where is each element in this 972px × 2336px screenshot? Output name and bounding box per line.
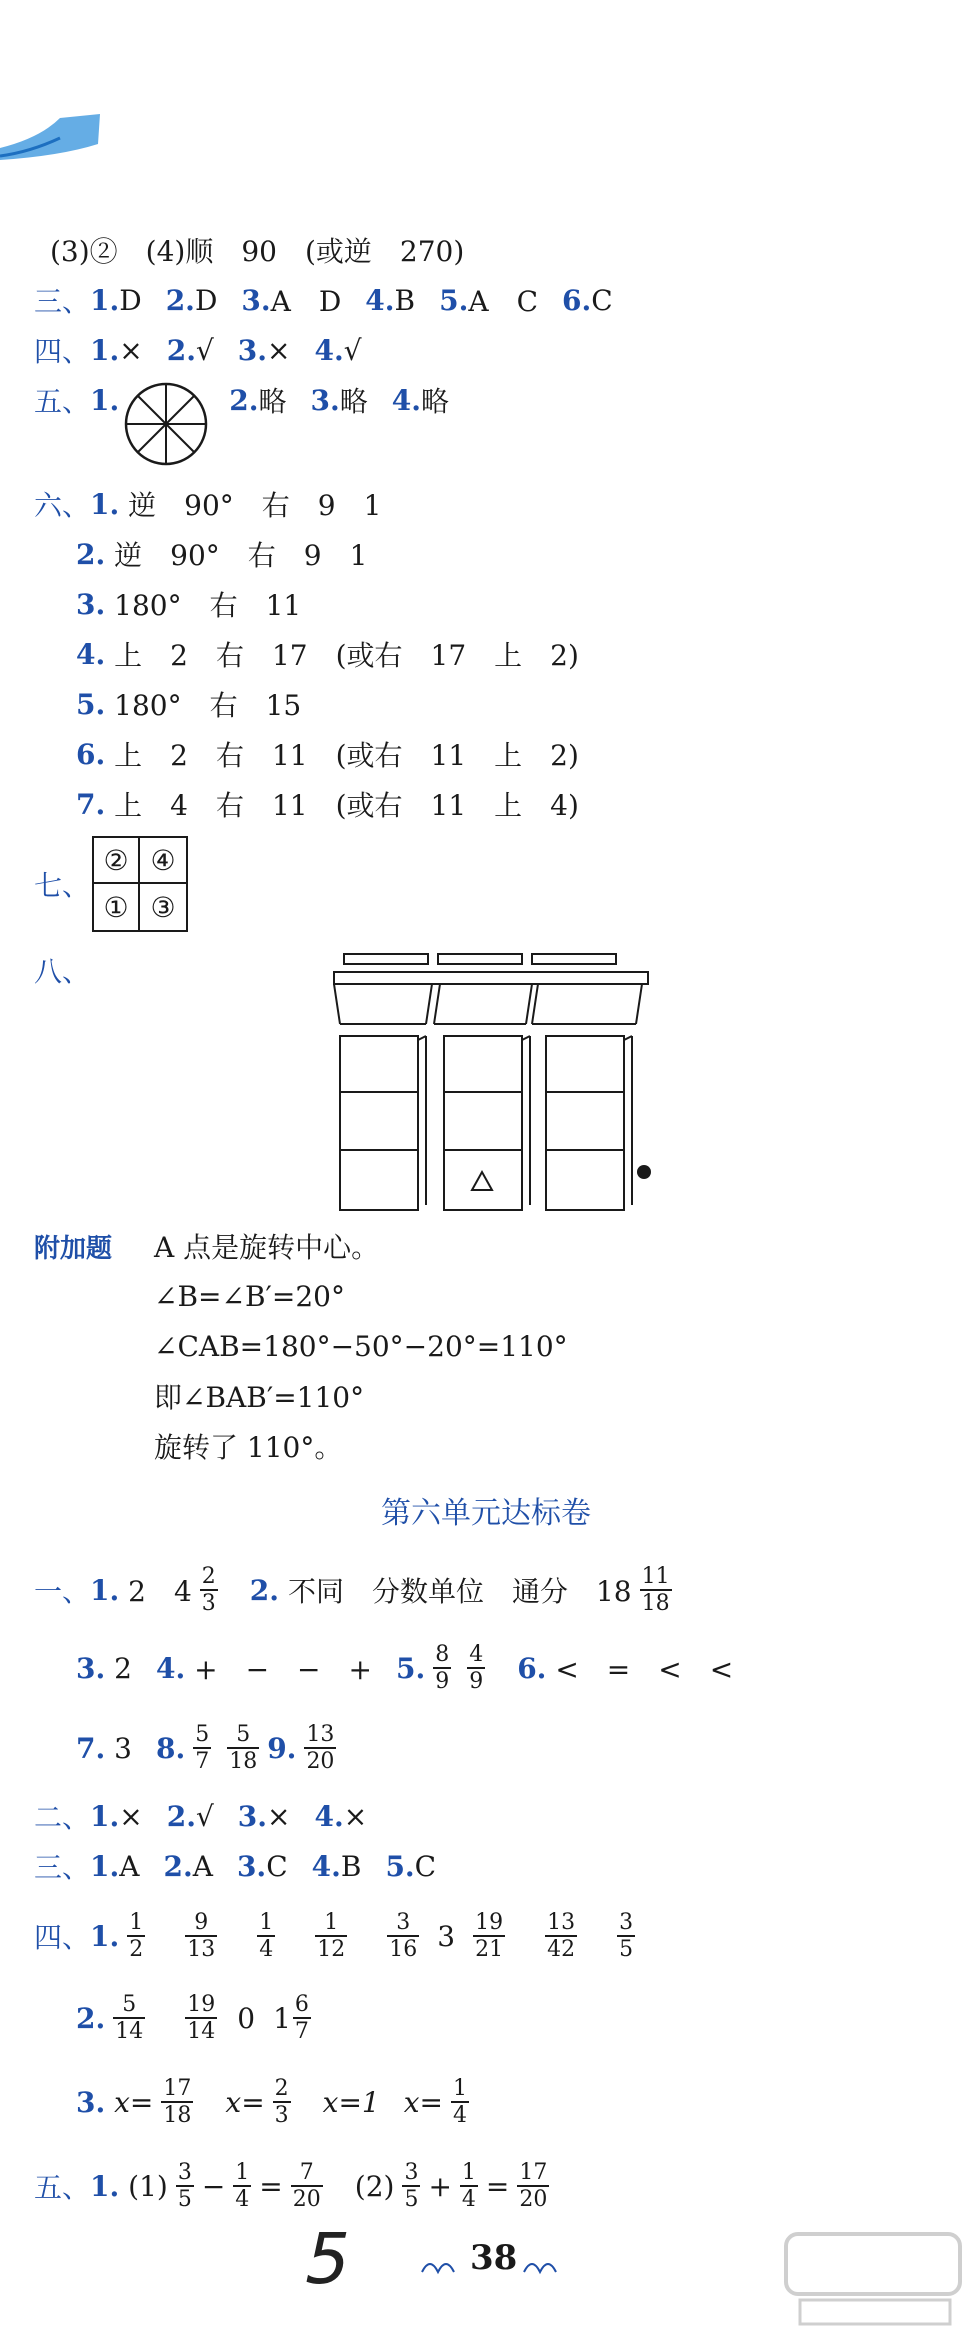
numerator: 2 — [201, 1564, 216, 1589]
q-num: 1. — [90, 1919, 120, 1953]
denominator: 16 — [389, 1937, 418, 1962]
q-answer: 2 4 — [128, 1575, 192, 1608]
q-answer: B — [394, 283, 416, 317]
equation-lhs: x= — [225, 2085, 265, 2119]
grid-cell: ④ — [140, 838, 186, 884]
bonus-step-2 — [154, 1274, 345, 1318]
section-6-item-1 — [34, 482, 381, 526]
unit-q1-line — [34, 1558, 680, 1622]
page-ornament-right-icon — [520, 2252, 560, 2276]
operator: + — [428, 2169, 452, 2203]
numerator: 8 — [435, 1642, 450, 1667]
unit-section-3 — [34, 1844, 436, 1888]
q-num: 4. — [314, 333, 344, 367]
q-answer: + − − + — [194, 1653, 372, 1686]
denominator: 14 — [187, 2019, 216, 2044]
fraction — [257, 1910, 275, 1962]
equation-lhs: x= — [114, 2085, 154, 2119]
q-answer: 逆 90° 右 9 1 — [114, 539, 368, 572]
fraction — [433, 1642, 451, 1694]
fraction — [185, 1910, 217, 1962]
section-6-item-3 — [76, 582, 301, 626]
equals: = — [259, 2169, 283, 2203]
q-num: 4. — [311, 1849, 341, 1883]
q-num: 6. — [562, 283, 592, 317]
q-answer: < = < < — [555, 1653, 734, 1686]
q-num: 1. — [90, 1573, 120, 1607]
numerator: 5 — [195, 1722, 210, 1747]
numerator: 3 — [396, 1910, 411, 1935]
q-num: 1. — [90, 283, 120, 317]
q-num: 7. — [76, 1731, 106, 1765]
fraction — [402, 2160, 420, 2212]
section-label: 二、 — [34, 1801, 91, 1834]
q-num: 1. — [90, 487, 120, 521]
section-6-item-4 — [76, 632, 579, 676]
grid-cell: ③ — [150, 890, 176, 924]
q-answer: A — [119, 1849, 140, 1883]
fraction — [293, 1992, 311, 2044]
bonus-text: A 点是旋转中心。 — [154, 1231, 380, 1264]
whole-number: 0 — [237, 2001, 256, 2035]
section-8-label — [34, 948, 90, 992]
section-4-answers — [34, 328, 362, 372]
numerator: 13 — [306, 1722, 335, 1747]
q-answer: A C — [468, 285, 538, 318]
q-answer: 180° 右 11 — [114, 589, 302, 622]
q-answer: × — [119, 333, 143, 367]
fraction — [185, 1992, 217, 2044]
q-answer: 略 — [339, 385, 368, 418]
denominator: 13 — [187, 1937, 216, 1962]
corner-decoration — [0, 108, 110, 168]
fraction — [193, 1722, 211, 1774]
denominator: 20 — [292, 2187, 321, 2212]
bonus-step-3 — [154, 1324, 568, 1368]
bonus-line-1 — [34, 1224, 112, 1268]
numerator: 19 — [475, 1910, 504, 1935]
numerator: 7 — [299, 2160, 314, 2185]
q-num: 2. — [166, 333, 196, 367]
q-answer: C — [414, 1849, 437, 1883]
bonus-step-1 — [154, 1224, 379, 1268]
fraction — [127, 1910, 145, 1962]
q-num: 2. — [163, 1849, 193, 1883]
unit-title: 第六单元达标卷 — [381, 1496, 591, 1531]
denominator: 18 — [229, 1749, 258, 1774]
q-answer: √ — [195, 333, 214, 367]
q-num: 4. — [155, 1651, 186, 1685]
q-answer: × — [119, 1799, 143, 1833]
denominator: 5 — [177, 2187, 192, 2212]
fraction — [161, 2076, 193, 2128]
unit-q3-line — [76, 1636, 733, 1700]
q-num: 9. — [267, 1731, 297, 1765]
denominator: 2 — [129, 1937, 144, 1962]
q-num: 5. — [439, 283, 469, 317]
section-label: 五、 — [34, 2171, 91, 2204]
section-6-item-2 — [76, 532, 367, 576]
symbol-grid — [92, 836, 188, 932]
section-7-answer — [34, 862, 90, 906]
section-label: 三、 — [34, 285, 91, 318]
numerator: 11 — [641, 1564, 670, 1589]
q-num: 2. — [76, 537, 106, 571]
fraction — [473, 1910, 505, 1962]
q-answer: C — [266, 1849, 288, 1883]
q-answer: 2 — [114, 1651, 132, 1685]
q-num: 3. — [76, 2085, 106, 2119]
numerator: 5 — [122, 1992, 137, 2017]
q-answer: √ — [343, 333, 362, 367]
numerator: 1 — [235, 2160, 250, 2185]
q-num: 1. — [90, 333, 120, 367]
whole-number: 3 — [437, 1919, 456, 1953]
section-6-item-6 — [76, 732, 579, 776]
q-answer: A D — [270, 285, 342, 318]
q-answer: × — [343, 1799, 368, 1833]
q-num: 5. — [385, 1849, 415, 1883]
q-answer: 略 — [258, 385, 287, 418]
bonus-text: 旋转了 110°。 — [154, 1431, 343, 1464]
watermark-logo — [780, 2228, 966, 2332]
fraction — [227, 1722, 259, 1774]
numerator: 1 — [461, 2160, 476, 2185]
denominator: 4 — [259, 1937, 274, 1962]
denominator: 14 — [115, 2019, 144, 2044]
q-num: 1. — [90, 1849, 120, 1883]
section-6-item-5 — [76, 682, 301, 726]
fraction — [233, 2160, 251, 2212]
numerator: 3 — [404, 2160, 419, 2185]
section-label: 七、 — [34, 869, 91, 902]
section-label: 一、 — [34, 1575, 91, 1608]
equals: = — [485, 2169, 510, 2203]
denominator: 5 — [404, 2187, 419, 2212]
denominator: 7 — [195, 1749, 210, 1774]
fraction — [387, 1910, 419, 1962]
denominator: 9 — [435, 1669, 450, 1694]
section-label: 六、 — [34, 489, 91, 522]
denominator: 9 — [469, 1669, 484, 1694]
denominator: 12 — [317, 1937, 346, 1962]
numerator: 13 — [547, 1910, 576, 1935]
numerator: 17 — [163, 2076, 192, 2101]
q-num: 5. — [76, 687, 106, 721]
numerator: 2 — [274, 2076, 289, 2101]
q-num: 8. — [155, 1731, 186, 1765]
q-answer: 上 2 右 17 (或右 17 上 2) — [114, 639, 579, 672]
q-num: 2. — [249, 1573, 280, 1607]
unit-section-4-q1 — [34, 1904, 643, 1968]
numerator: 1 — [129, 1910, 144, 1935]
q-num: 2. — [165, 283, 195, 317]
section-label: 三、 — [34, 1851, 91, 1884]
equation-lhs: x=1 — [322, 2085, 380, 2119]
q-answer: √ — [195, 1799, 214, 1833]
denominator: 18 — [641, 1591, 670, 1616]
unit-section-2 — [34, 1794, 367, 1838]
fraction — [113, 1992, 145, 2044]
grid-cell: ① — [94, 884, 140, 930]
fraction — [315, 1910, 347, 1962]
q-num: 3. — [237, 1799, 268, 1833]
bonus-step-4 — [154, 1374, 364, 1418]
answer-line-3-4 — [50, 228, 464, 272]
section-label: 四、 — [34, 1921, 91, 1954]
q-answer: 上 2 右 11 (或右 11 上 2) — [114, 739, 579, 772]
page-number: 38 — [470, 2238, 518, 2278]
q-num: 6. — [76, 737, 106, 771]
unit-q7-line — [76, 1716, 344, 1780]
fraction — [304, 1722, 336, 1774]
sub-label: (2) — [354, 2169, 395, 2203]
q-answer: A — [192, 1849, 213, 1883]
q-num: 4. — [76, 637, 106, 671]
fraction — [200, 1564, 218, 1616]
lockers-figure — [326, 950, 656, 1212]
denominator: 3 — [201, 1591, 216, 1616]
fraction — [291, 2160, 323, 2212]
bonus-text: 即∠BAB′=110° — [154, 1381, 365, 1414]
section-5-answers — [34, 378, 449, 422]
q-num: 1. — [90, 383, 120, 417]
q-answer: 不同 分数单位 通分 18 — [287, 1575, 632, 1608]
q-num: 4. — [314, 1799, 344, 1833]
q-answer: 180° 右 15 — [114, 689, 302, 722]
numerator: 17 — [519, 2160, 548, 2185]
unit-section-5-q1 — [34, 2154, 557, 2218]
denominator: 5 — [619, 1937, 634, 1962]
numerator: 1 — [453, 2076, 468, 2101]
q-num: 5. — [395, 1651, 426, 1685]
numerator: 19 — [187, 1992, 216, 2017]
numerator: 6 — [294, 1992, 309, 2017]
bonus-step-5 — [154, 1424, 342, 1468]
q-num: 6. — [517, 1651, 547, 1685]
denominator: 7 — [294, 2019, 309, 2044]
denominator: 21 — [475, 1937, 504, 1962]
sub-label: (1) — [128, 2169, 168, 2203]
denominator: 4 — [453, 2103, 468, 2128]
numerator: 9 — [194, 1910, 209, 1935]
q-num: 1. — [90, 2169, 120, 2203]
fraction — [176, 2160, 194, 2212]
denominator: 4 — [461, 2187, 476, 2212]
q-num: 3. — [76, 1651, 106, 1685]
numerator: 4 — [469, 1642, 484, 1667]
numerator: 1 — [324, 1910, 339, 1935]
fraction — [640, 1564, 672, 1616]
q-answer: C — [591, 283, 613, 317]
bonus-text: ∠CAB=180°−50°−20°=110° — [154, 1329, 568, 1363]
fraction — [517, 2160, 549, 2212]
q-num: 4. — [391, 383, 421, 417]
q-num: 4. — [365, 283, 395, 317]
operator: − — [201, 2169, 226, 2203]
fraction — [545, 1910, 577, 1962]
q-num: 2. — [166, 1799, 196, 1833]
q-num: 1. — [90, 1799, 120, 1833]
q-num: 3. — [237, 333, 268, 367]
numerator: 5 — [236, 1722, 251, 1747]
fraction — [460, 2160, 478, 2212]
numerator: 1 — [259, 1910, 274, 1935]
grid-cell: ② — [94, 838, 140, 884]
page-ornament-left-icon — [418, 2252, 458, 2276]
denominator: 18 — [163, 2103, 192, 2128]
q-answer: 上 4 右 11 (或右 11 上 4) — [114, 789, 579, 822]
q-num: 3. — [76, 587, 106, 621]
fraction — [273, 2076, 291, 2128]
q-answer: 3 — [114, 1731, 132, 1765]
unit-section-4-q2 — [76, 1986, 319, 2050]
denominator: 3 — [274, 2103, 289, 2128]
q-answer: × — [267, 1799, 291, 1833]
denominator: 42 — [547, 1937, 576, 1962]
handwritten-mark: 5 — [297, 2218, 360, 2300]
fraction — [467, 1642, 485, 1694]
section-label: 八、 — [34, 955, 91, 988]
answer-text: (3)② (4)顺 90 (或逆 270) — [50, 235, 465, 268]
fraction — [451, 2076, 469, 2128]
q-num: 3. — [236, 1849, 267, 1883]
mixed-whole: 1 — [273, 2001, 291, 2035]
q-num: 3. — [310, 383, 340, 417]
q-answer: × — [267, 333, 291, 367]
wheel-figure — [123, 381, 209, 467]
bonus-label: 附加题 — [34, 1233, 113, 1264]
denominator: 20 — [306, 1749, 335, 1774]
q-answer: D — [194, 283, 218, 317]
section-3-answers — [34, 278, 613, 322]
section-6-item-7 — [76, 782, 579, 826]
q-num: 2. — [76, 2001, 106, 2035]
q-answer: D — [119, 283, 142, 317]
section-label: 四、 — [34, 335, 91, 368]
numerator: 3 — [177, 2160, 192, 2185]
q-num: 3. — [241, 283, 271, 317]
fraction — [617, 1910, 635, 1962]
bonus-text: ∠B=∠B′=20° — [154, 1279, 345, 1313]
unit-section-4-q3 — [76, 2070, 477, 2134]
numerator: 3 — [619, 1910, 634, 1935]
q-answer: B — [340, 1849, 362, 1883]
q-num: 7. — [76, 787, 106, 821]
equation-lhs: x= — [403, 2085, 444, 2119]
denominator: 4 — [235, 2187, 250, 2212]
q-num: 2. — [229, 383, 259, 417]
q-answer: 逆 90° 右 9 1 — [128, 489, 382, 522]
q-answer: 略 — [420, 385, 449, 418]
section-label: 五、 — [34, 385, 91, 418]
denominator: 20 — [519, 2187, 548, 2212]
